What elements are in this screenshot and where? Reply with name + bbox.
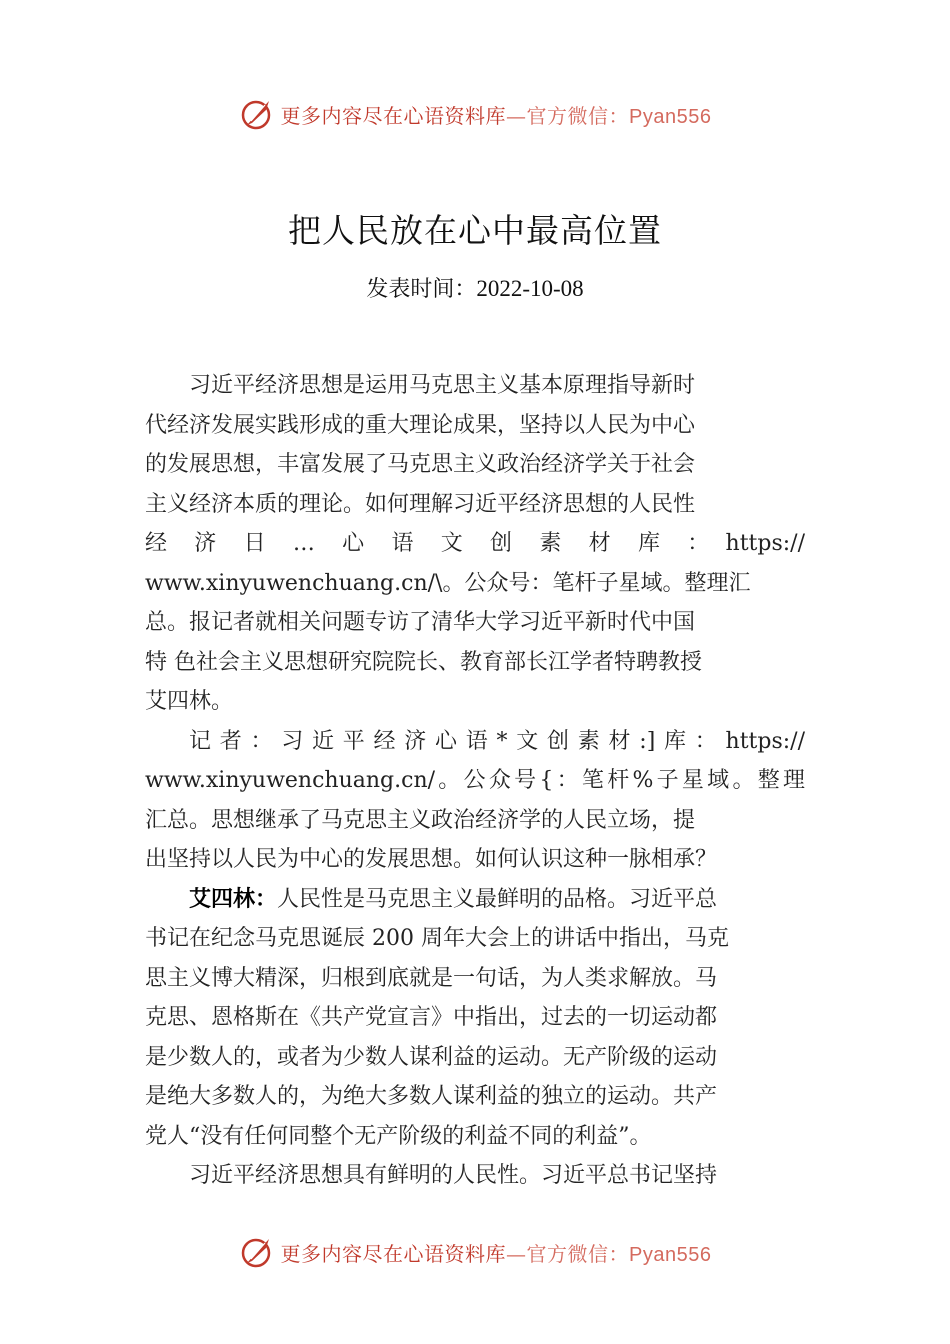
paragraph-3-line-5: 是少数人的，或者为少数人谋利益的运动。无产阶级的运动 [145,1044,718,1070]
text-line: 习近平经济思想具有鲜明的人民性。习近平总书记坚持 [189,1163,718,1188]
article-body [145,366,805,1196]
paragraph-2 [145,722,805,762]
quill-pen-seal-icon [239,1234,275,1270]
header-banner [0,92,950,136]
paragraph-1 [145,366,805,406]
paragraph-1-line-2: 代经济发展实践形成的重大理论成果，坚持以人民为中心 [145,412,696,438]
paragraph-1-line-9: 艾四林。 [145,689,234,714]
banner-dash: — [506,103,527,128]
banner-text [281,100,712,129]
date-value: 2022-10-08 [476,276,584,301]
date-label: 发表时间： [366,277,477,302]
paragraph-1-line-3: 的发展思想，丰富发展了马克思主义政治经济学关于社会 [145,452,696,477]
paragraph-3-line-7: 党人“没有任何同整个无产阶级的利益不同的利益”。 [145,1123,652,1149]
quill-pen-seal-icon [239,96,275,132]
paragraph-2-line-4: 出坚持以人民为中心的发展思想。如何认识这种一脉相承？ [145,847,718,872]
paragraph-1-line-5 [145,524,805,564]
text-line: 人民性是马克思主义最鲜明的品格。习近平总 [277,886,718,912]
paragraph-3-line-6: 是绝大多数人的，为绝大多数人谋利益的独立的运动。共产 [145,1084,718,1109]
banner-wechat-id: Pyan556 [629,105,712,128]
banner-text [281,1238,712,1267]
paragraph-1-line-7: 总。报记者就相关问题专访了清华大学习近平新时代中国 [145,610,696,635]
paragraph-2-line-3: 汇总。思想继承了马克思主义政治经济学的人民立场，提 [145,807,696,833]
text-line: 记者：习近平经济心语*文创素材:]库：https:// [189,728,805,754]
text-line: www.xinyuwenchuang.cn/\。公众号：笔杆子星域。整理汇 [145,570,751,596]
banner-dash: — [506,1241,527,1266]
banner-official: 官方微信： [526,1241,630,1266]
paragraph-2-line-2: www.xinyuwenchuang.cn/。公众号{：笔杆%子星域。整理 [145,768,805,793]
banner-official: 官方微信： [526,103,630,128]
page-title: 把人民放在心中最高位置 [288,211,662,250]
paragraph-3-line-4: 克思、恩格斯在《共产党宣言》中指出，过去的一切运动都 [145,1005,718,1030]
footer-banner [0,1230,950,1274]
publish-date [0,272,950,303]
banner-main: 更多内容尽在心语资料库 [280,103,507,128]
paragraph-3-line-3: 思主义博大精深，归根到底就是一句话，为人类求解放。马 [145,965,718,991]
banner-main: 更多内容尽在心语资料库 [280,1241,507,1266]
paragraph-1-line-8: 特 色社会主义思想研究院院长、教育部长江学者特聘教授 [145,649,702,675]
text-line: 经 济 日 … 心 语 文 创 素 材 库 ： https:// [145,531,805,556]
text-line: 习近平经济思想是运用马克思主义基本原理指导新时 [189,373,696,398]
paragraph-4 [145,1156,805,1196]
speaker-name: 艾四林： [189,886,278,912]
paragraph-1-line-6 [145,564,805,604]
banner-wechat-id: Pyan556 [629,1243,712,1266]
paragraph-3-line-2: 书记在纪念马克思诞辰 200 周年大会上的讲话中指出，马克 [145,926,729,951]
paragraph-3 [145,880,805,920]
paragraph-1-line-4: 主义经济本质的理论。如何理解习近平经济思想的人民性 [145,491,696,517]
